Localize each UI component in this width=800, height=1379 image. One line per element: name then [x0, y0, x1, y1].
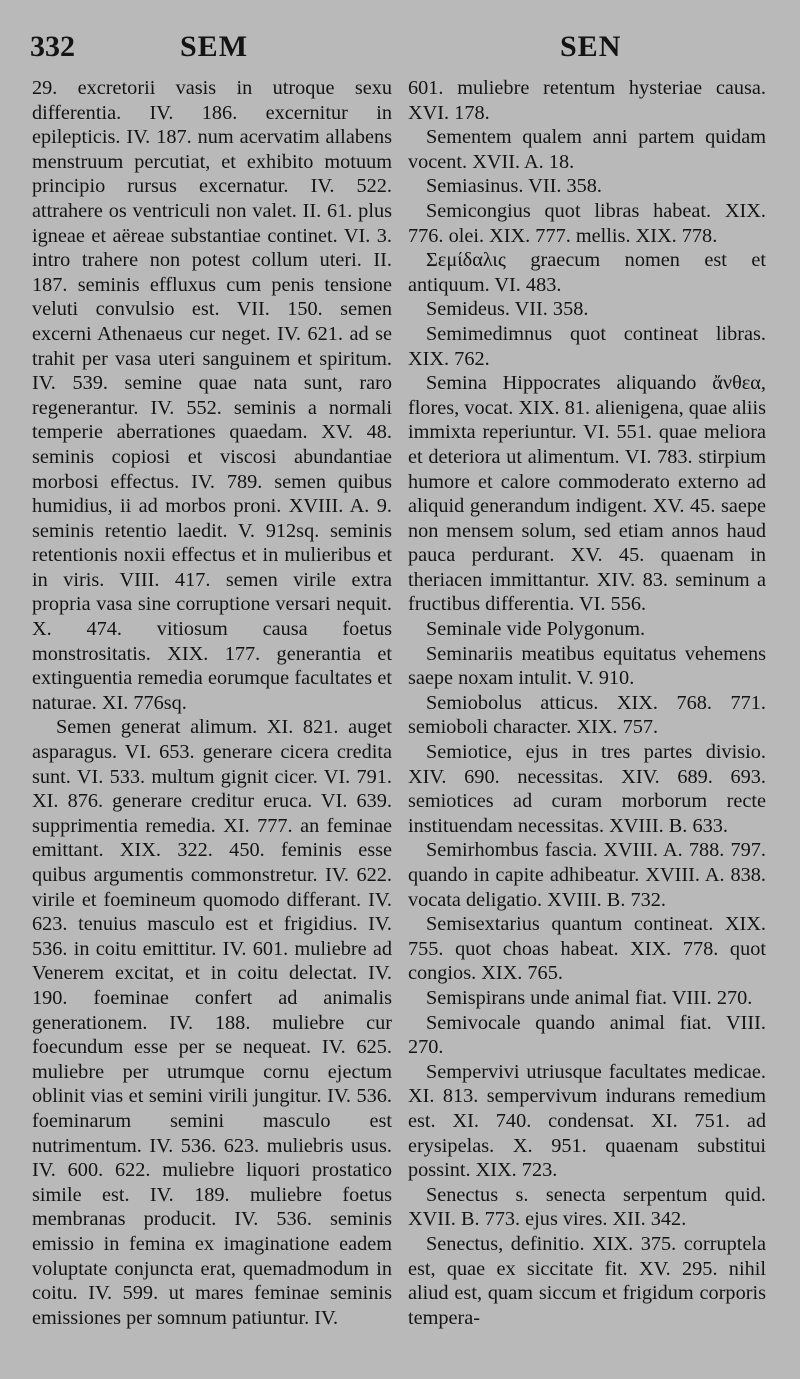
index-entry: Σεμίδαλις graecum nomen est et antiquum. VI. 483.: [408, 249, 766, 296]
index-entry: Semiobolus atticus. XIX. 768. 771. semioboli character. XIX. 757.: [408, 691, 766, 739]
index-entry: Semina Hippocrates aliquando ἄνθεα, flores, vocat. XIX. 81. alienigena, quae aliis immixta reperiuntur. VI. 551. quae meliora et deteriora ut alimentum. VI. 783. stirpium humore et calore commoderato externo ad aliquid generandum indigent. XV. 45. saepe non mensem solum, sed etiam annos haud pauca perdurant. XV. 45. quaenam in theriacen immittantur. XIV. 83. seminum a fructibus differentia. VI. 556.: [408, 372, 766, 616]
index-entry: Semirhombus fascia. XVIII. A. 788. 797. quando in capite adhibeatur. XVIII. A. 838. vocata deligatio. XVIII. B. 732.: [408, 839, 766, 911]
index-entry: Sementem qualem anni partem quidam vocent. XVII. A. 18.: [408, 126, 766, 173]
index-entry: 601. muliebre retentum hysteriae causa. XVI. 178.: [408, 77, 766, 124]
index-entry: Semiasinus. VII. 358.: [426, 175, 602, 198]
index-entry: Semideus. VII. 358.: [426, 298, 589, 321]
index-entry: Semispirans unde animal fiat. VIII. 270.: [426, 986, 753, 1009]
index-entry: Sempervivi utriusque facultates medicae. XI. 813. sempervivum indurans remedium est. XI. 740. condensat. XI. 751. ad erysipelas. X. 951. quaenam substitui possint. XIX. 723.: [408, 1060, 766, 1182]
index-entry: Semisextarius quantum contineat. XIX. 755. quot choas habeat. XIX. 778. quot congios. XIX. 765.: [408, 913, 766, 985]
index-entry: Semiotice, ejus in tres partes divisio. XIV. 690. necessitas. XIV. 689. 693. semiotices ad curam morborum recte instituendam necessitas. XVIII. B. 633.: [408, 741, 766, 837]
right-running-head: SEN: [560, 30, 622, 63]
index-entry: Senectus, definitio. XIX. 375. corruptela est, quae ex siccitate fit. XV. 295. nihil aliud est, quam siccum et frigidum corporis tempera-: [408, 1232, 766, 1329]
index-entry: Semivocale quando animal fiat. VIII. 270.: [408, 1011, 766, 1059]
left-running-head: SEM: [180, 30, 249, 63]
index-entry: Senectus s. senecta serpentum quid. XVII. B. 773. ejus vires. XII. 342.: [408, 1183, 766, 1231]
index-entry: 29. excretorii vasis in utroque sexu differentia. IV. 186. excernitur in epilepticis. IV. 187. num acervatim allabens menstruum percutiat, et exhibito motuum principio rursus excernatur. IV. 522. attrahere os ventriculi non valet. II. 61. plus igneae et aëreae substantiae continet. VI. 3. intro trahere non potest collum uteri. II. 187. seminis effluxus cum penis tensione veluti convulsio est. VII. 150. semen excerni Athenaeus cur neget. IV. 621. ad se trahit per vasa uteri sanguinem et spiritum. IV. 539. semine quae nata sunt, raro regenerantur. IV. 552. seminis a normali temperie aberrationes quaedam. XV. 48. seminis copiosi et viscosi abundantiae morbosi effectus. IV. 789. semen quibus humidius, ii ad morbos proni. XVIII. A. 9. seminis retentio laedit. V. 912sq. seminis retentionis noxii effectus et in mulieribus et in viris. VIII. 417. semen virile extra propria vasa sine corruptione versari nequit. X. 474. vitiosum causa foetus monstrositatis. XIX. 177. generantia et extinguentia remedia eorumque facultates et naturae. XI. 776sq.: [32, 77, 392, 714]
index-entry: Seminale vide Polygonum.: [426, 618, 646, 641]
index-entry: Semicongius quot libras habeat. XIX. 776. olei. XIX. 777. mellis. XIX. 778.: [408, 199, 766, 247]
index-entry: Semen generat alimum. XI. 821. auget asparagus. VI. 653. generare cicera credita sunt. VI. 533. multum gignit cicer. VI. 791. XI. 876. generare creditur eruca. VI. 639. supprimentia remedia. XI. 777. an feminae emittant. XIX. 322. 450. feminis esse quibus argumentis commonstretur. IV. 622. virile et foemineum quomodo differant. IV. 623. tenuius masculo est et frigidius. IV. 536. in coitu emittitur. IV. 601. muliebre ad Venerem excitat, et in coitu delectat. IV. 190. foeminae confert ad animalis generationem. IV. 188. muliebre cur foecundum esse per se nequeat. IV. 625. muliebre per utrumque cornu ejectum oblinit vias et semini virili jungitur. IV. 536. foeminarum semini masculo est nutrimentum. IV. 536. 623. muliebris usus. IV. 600. 622. muliebre liquori prostatico simile est. IV. 189. muliebre foetus membranas producit. IV. 536. seminis emissio in femina ex imaginatione eadem voluptate conjuncta erat, quemadmodum in coitu. IV. 599. ut mares feminae seminis emissiones per somnum patiuntur. IV.: [32, 716, 392, 1329]
page-number: 332: [30, 30, 75, 63]
index-entry: Semimedimnus quot contineat libras. XIX. 762.: [408, 322, 766, 370]
right-column: [408, 76, 766, 1330]
page-header: [0, 22, 800, 72]
left-column: [32, 76, 392, 1330]
index-entry: Seminariis meatibus equitatus vehemens saepe noxam intulit. V. 910.: [408, 642, 766, 690]
